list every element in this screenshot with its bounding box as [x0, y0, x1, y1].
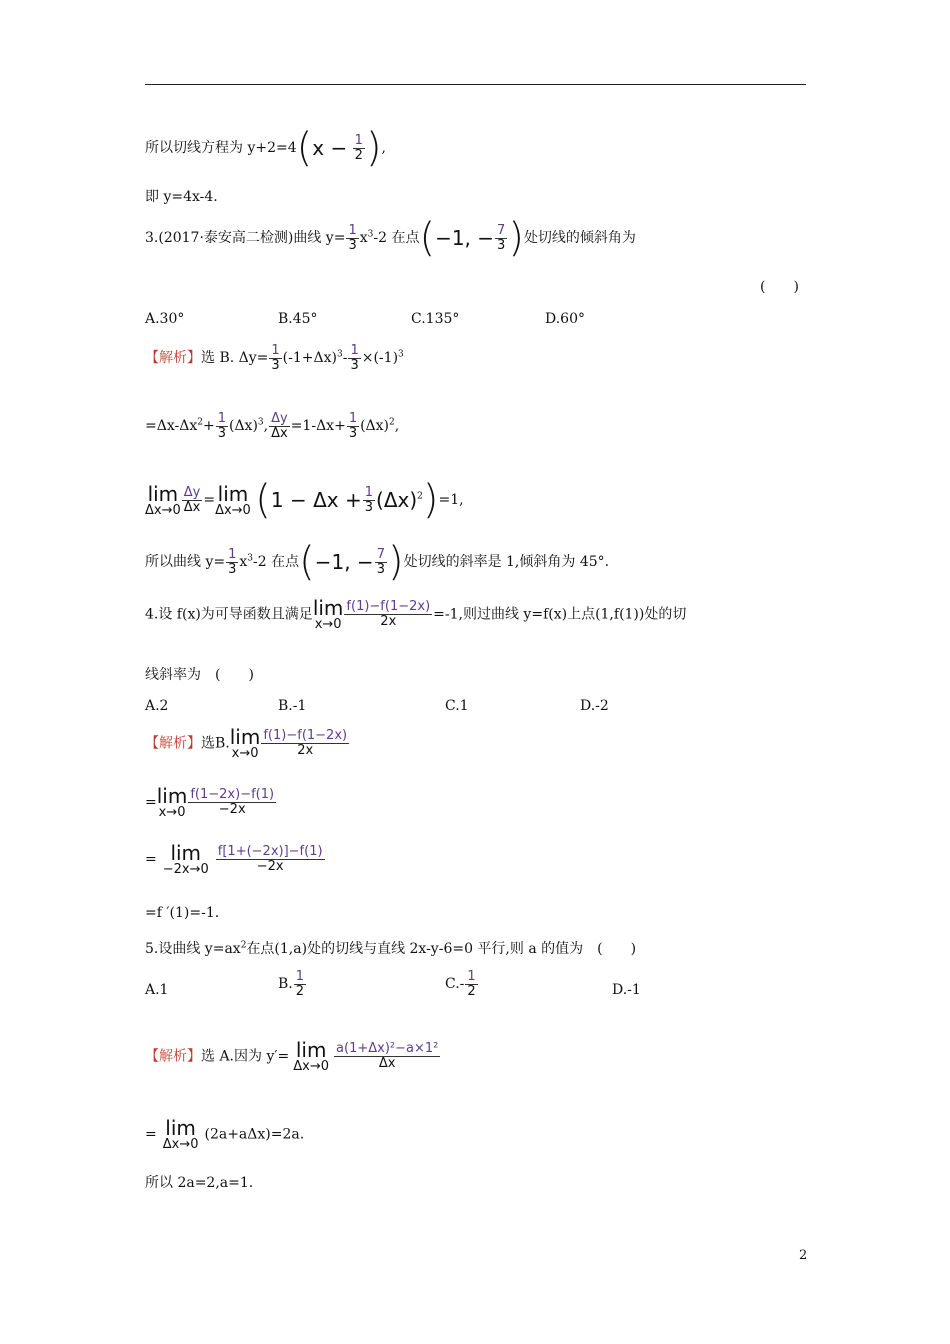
solution-5-line-1: 【解析】选 A.因为 y′= lim Δx→0 $\frac{\text{a(1+Δx)²−a×1²}}{\Delta x}$ — [145, 1038, 439, 1074]
choice-c: C.135° — [411, 311, 460, 327]
q4-choice-d: D.-2 — [580, 698, 609, 714]
question-3-answer-bracket: ( ) — [760, 279, 799, 295]
q5-choice-a: A.1 — [145, 982, 169, 998]
tangent-result: 即 y=4x-4. — [145, 189, 218, 205]
solution-4-result: =f ′(1)=-1. — [145, 905, 220, 921]
header-rule — [145, 84, 806, 85]
q5-choice-d: D.-1 — [612, 982, 641, 998]
q4-choice-c: C.1 — [445, 698, 469, 714]
solution-4-line-3: = lim −2x→0 $\frac{f[1+(-2x)]-f(1)}{-2x}$ — [145, 841, 323, 877]
question-3: 3.(2017·泰安高二检测)曲线 y= $\frac{1}{3}$ $x^3-2$ 在点(−1, − $\frac{7}{3}$ )处切线的倾斜角为 — [145, 215, 636, 261]
q4-choice-b: B.-1 — [278, 698, 307, 714]
q4-choice-a: A.2 — [145, 698, 169, 714]
solution-4-line-2: = lim x→0 $\frac{f(1-2x)-f(1)}{-2x}$ — [145, 784, 275, 820]
solution-3-conclusion: 所以曲线 y= $\frac{1}{3}$ $x^3-2$ 在点(−1, − $\frac{7}{3}$ )处切线的斜率是 1,倾斜角为 45°. — [145, 539, 610, 585]
q5-choice-b: B. $\frac{1}{2}$ — [278, 969, 305, 999]
q5-choice-c: C.- $\frac{1}{2}$ — [445, 969, 476, 999]
choice-b: B.45° — [278, 311, 318, 327]
question-5: 5.设曲线 $y=ax^2$在点(1,a)处的切线与直线 2x-y-6=0 平行,则 a 的值为 ( ) — [145, 940, 637, 957]
solution-5-result: 所以 2a=2,a=1. — [145, 1175, 254, 1191]
choice-d: D.60° — [545, 311, 585, 327]
choice-a: A.30° — [145, 311, 185, 327]
question-4-continued: 线斜率为 ( ) — [145, 667, 254, 683]
solution-4-line-1: 【解析】选B. lim x→0 $\frac{f(1)-f(1-2x)}{2x}$ — [145, 725, 348, 761]
solution-3-line-2: $=\Delta x-\Delta x^2+$ $\frac{1}{3}$ $(\Delta x)^3$, $\frac{\Delta y}{\Delta x}$ =1-Δx+ $\frac{1}{3}$ $(\Delta x)^2$, — [145, 411, 400, 441]
page-number: 2 — [799, 1248, 808, 1263]
question-4: 4.设 f(x)为可导函数且满足 lim x→0 $\frac{f(1)-f(1-2x)}{2x}$ =-1,则过曲线 y=f(x)上点(1,f(1))处的切 — [145, 596, 687, 632]
tangent-equation-line: 所以切线方程为 y+2=4(x − $\frac{1}{2}$ ), — [145, 125, 386, 171]
solution-3-limit: lim Δx→0 $\frac{\Delta y}{\Delta x}$ = lim Δx→0 (1 − Δx + $\frac{1}{3}$ $(\Delta x)^2)=1$, — [145, 477, 464, 523]
solution-3-line-1: 【解析】选 B. Δy= $\frac{1}{3}$ $(-1+\Delta x)^3-$ $\frac{1}{3}$ $\times(-1)^3$ — [145, 343, 404, 373]
solution-5-line-2: = lim Δx→0 (2a+aΔx)=2a. — [145, 1116, 305, 1152]
